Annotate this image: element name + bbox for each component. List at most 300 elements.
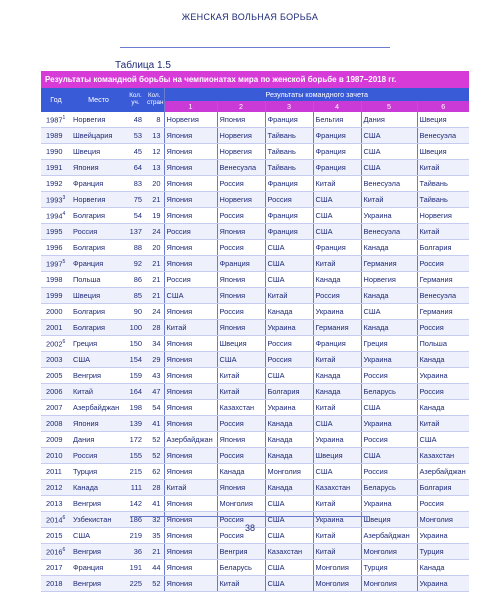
year-value: 1990 <box>46 146 63 156</box>
table-row <box>41 400 469 416</box>
cell-place: Болгария <box>71 240 126 256</box>
cell-rank-2: Япония <box>217 320 265 336</box>
cell-countries: 52 <box>145 432 164 448</box>
year-value: 2002 <box>46 339 63 349</box>
cell-participants: 111 <box>126 480 145 496</box>
cell-year <box>41 352 71 368</box>
cell-rank-6: Россия <box>417 496 469 512</box>
cell-rank-2: Япония <box>217 480 265 496</box>
cell-rank-5: Германия <box>361 256 417 272</box>
cell-countries: 24 <box>145 224 164 240</box>
cell-place: Япония <box>71 416 126 432</box>
cell-rank-4: Китай <box>313 256 361 272</box>
cell-place: Греция <box>71 336 126 352</box>
cell-place: Китай <box>71 384 126 400</box>
cell-rank-3: Украина <box>265 400 313 416</box>
cell-place: Болгария <box>71 320 126 336</box>
cell-rank-2: Япония <box>217 112 265 128</box>
cell-rank-4: Канада <box>313 272 361 288</box>
cell-year <box>41 192 71 208</box>
cell-year <box>41 144 71 160</box>
year-value: 2009 <box>46 434 63 444</box>
table-row <box>41 560 469 576</box>
cell-countries: 21 <box>145 192 164 208</box>
cell-year <box>41 256 71 272</box>
cell-rank-5: Канада <box>361 320 417 336</box>
cell-rank-6: Россия <box>417 256 469 272</box>
cell-countries: 41 <box>145 416 164 432</box>
cell-rank-5: Беларусь <box>361 384 417 400</box>
cell-year <box>41 112 71 128</box>
cell-year <box>41 432 71 448</box>
table-row <box>41 320 469 336</box>
cell-rank-1: Китай <box>164 320 217 336</box>
cell-rank-6: Украина <box>417 576 469 592</box>
cell-rank-4: Франция <box>313 240 361 256</box>
cell-place: Швеция <box>71 144 126 160</box>
cell-place: Россия <box>71 448 126 464</box>
cell-countries: 35 <box>145 528 164 544</box>
cell-rank-3: Канада <box>265 416 313 432</box>
cell-rank-3: Тайвань <box>265 144 313 160</box>
cell-countries: 28 <box>145 320 164 336</box>
cell-rank-5: Украина <box>361 416 417 432</box>
cell-rank-2: Венесуэла <box>217 160 265 176</box>
results-table <box>41 71 469 592</box>
footnote-marker: 5 <box>62 258 66 265</box>
cell-countries: 41 <box>145 496 164 512</box>
cell-countries: 62 <box>145 464 164 480</box>
cell-place: США <box>71 352 126 368</box>
table-row <box>41 576 469 592</box>
cell-rank-3: Канада <box>265 432 313 448</box>
cell-place: Болгария <box>71 304 126 320</box>
footnote-marker: 6 <box>62 514 66 521</box>
cell-year <box>41 448 71 464</box>
cell-place: Венгрия <box>71 576 126 592</box>
cell-rank-3: США <box>265 512 313 528</box>
cell-participants: 159 <box>126 368 145 384</box>
cell-year <box>41 560 71 576</box>
cell-year <box>41 368 71 384</box>
cell-rank-4: Китай <box>313 528 361 544</box>
cell-participants: 75 <box>126 192 145 208</box>
footnote-marker: 3 <box>62 194 66 201</box>
cell-rank-4: США <box>313 416 361 432</box>
cell-participants: 154 <box>126 352 145 368</box>
table-row <box>41 144 469 160</box>
cell-countries: 21 <box>145 544 164 560</box>
cell-countries: 13 <box>145 160 164 176</box>
header-rank-2: 2 <box>217 101 265 112</box>
cell-rank-2: Россия <box>217 416 265 432</box>
cell-rank-3: США <box>265 368 313 384</box>
cell-rank-6: Венесуэла <box>417 128 469 144</box>
cell-rank-1: Япония <box>164 144 217 160</box>
cell-rank-6: Норвегия <box>417 208 469 224</box>
cell-rank-1: Япония <box>164 240 217 256</box>
cell-rank-4: Монголия <box>313 576 361 592</box>
cell-year <box>41 208 71 224</box>
cell-rank-2: США <box>217 352 265 368</box>
year-value: 2011 <box>46 466 62 476</box>
cell-place: Болгария <box>71 208 126 224</box>
cell-rank-2: Норвегия <box>217 144 265 160</box>
cell-rank-5: Украина <box>361 208 417 224</box>
cell-countries: 19 <box>145 208 164 224</box>
cell-rank-6: Азербайджан <box>417 464 469 480</box>
cell-year <box>41 288 71 304</box>
cell-rank-5: Греция <box>361 336 417 352</box>
cell-place: Швеция <box>71 288 126 304</box>
cell-participants: 83 <box>126 176 145 192</box>
cell-year <box>41 416 71 432</box>
cell-rank-4: США <box>313 464 361 480</box>
cell-year <box>41 224 71 240</box>
header-participants <box>126 88 145 112</box>
cell-rank-4: Франция <box>313 160 361 176</box>
table-row <box>41 304 469 320</box>
cell-rank-6: Казахстан <box>417 448 469 464</box>
cell-place: Япония <box>71 160 126 176</box>
cell-rank-6: Польша <box>417 336 469 352</box>
cell-rank-3: США <box>265 560 313 576</box>
cell-rank-2: Япония <box>217 224 265 240</box>
year-value: 1996 <box>46 242 63 252</box>
year-value: 1991 <box>46 162 63 172</box>
cell-rank-5: Украина <box>361 352 417 368</box>
cell-rank-5: Беларусь <box>361 480 417 496</box>
header-results: Результаты командного зачета <box>164 88 469 101</box>
cell-rank-1: Китай <box>164 480 217 496</box>
cell-year <box>41 464 71 480</box>
table-row <box>41 448 469 464</box>
cell-rank-2: Норвегия <box>217 192 265 208</box>
cell-rank-3: Франция <box>265 176 313 192</box>
cell-rank-6: Швеция <box>417 112 469 128</box>
year-value: 2006 <box>46 386 63 396</box>
cell-rank-3: Тайвань <box>265 160 313 176</box>
cell-rank-6: Канада <box>417 352 469 368</box>
cell-rank-5: США <box>361 400 417 416</box>
cell-year <box>41 576 71 592</box>
cell-rank-4: США <box>313 224 361 240</box>
cell-rank-6: Швеция <box>417 144 469 160</box>
cell-rank-4: Швеция <box>313 448 361 464</box>
cell-rank-5: Россия <box>361 432 417 448</box>
cell-countries: 20 <box>145 176 164 192</box>
cell-countries: 8 <box>145 112 164 128</box>
cell-rank-2: Россия <box>217 208 265 224</box>
cell-place: Венгрия <box>71 544 126 560</box>
table-row <box>41 224 469 240</box>
cell-rank-5: Россия <box>361 464 417 480</box>
footnote-marker: 6 <box>62 546 66 553</box>
footnote-marker: 6 <box>62 338 66 345</box>
cell-rank-5: Россия <box>361 368 417 384</box>
cell-participants: 219 <box>126 528 145 544</box>
cell-rank-4: Украина <box>313 304 361 320</box>
cell-countries: 52 <box>145 448 164 464</box>
cell-participants: 142 <box>126 496 145 512</box>
cell-rank-5: Канада <box>361 288 417 304</box>
cell-rank-1: Япония <box>164 560 217 576</box>
cell-year <box>41 320 71 336</box>
cell-year <box>41 496 71 512</box>
cell-rank-2: Канада <box>217 464 265 480</box>
cell-rank-1: Япония <box>164 496 217 512</box>
year-value: 2016 <box>46 547 63 557</box>
cell-rank-6: Германия <box>417 304 469 320</box>
cell-rank-3: Франция <box>265 112 313 128</box>
footnote-marker: 4 <box>62 210 66 217</box>
cell-rank-1: Япония <box>164 544 217 560</box>
cell-rank-2: Франция <box>217 256 265 272</box>
cell-rank-6: Украина <box>417 368 469 384</box>
cell-rank-3: США <box>265 272 313 288</box>
cell-rank-4: Германия <box>313 320 361 336</box>
header-rule <box>120 47 390 48</box>
cell-participants: 88 <box>126 240 145 256</box>
year-value: 1995 <box>46 226 63 236</box>
cell-rank-5: Азербайджан <box>361 528 417 544</box>
header-rank-4: 4 <box>313 101 361 112</box>
year-value: 2007 <box>46 402 63 412</box>
cell-rank-1: Россия <box>164 224 217 240</box>
year-value: 1999 <box>46 290 63 300</box>
header-participants-line1: Кол. <box>129 92 142 100</box>
cell-rank-6: Болгария <box>417 480 469 496</box>
cell-participants: 225 <box>126 576 145 592</box>
year-value: 1997 <box>46 259 63 269</box>
cell-rank-4: Украина <box>313 432 361 448</box>
header-rank-6: 6 <box>417 101 469 112</box>
header-rank-3: 3 <box>265 101 313 112</box>
cell-place: Венгрия <box>71 496 126 512</box>
cell-place: Швейцария <box>71 128 126 144</box>
footer-rule <box>130 516 370 517</box>
cell-rank-5: Норвегия <box>361 272 417 288</box>
table-row <box>41 128 469 144</box>
cell-rank-3: Канада <box>265 304 313 320</box>
cell-rank-2: Китай <box>217 368 265 384</box>
cell-rank-1: Азербайджан <box>164 432 217 448</box>
cell-rank-4: Монголия <box>313 560 361 576</box>
cell-countries: 47 <box>145 384 164 400</box>
cell-countries: 29 <box>145 352 164 368</box>
year-value: 1992 <box>46 178 63 188</box>
header-year: Год <box>41 88 71 112</box>
cell-countries: 34 <box>145 336 164 352</box>
year-value: 1989 <box>46 130 63 140</box>
header-place: Место <box>71 88 126 112</box>
cell-countries: 20 <box>145 240 164 256</box>
cell-rank-3: США <box>265 240 313 256</box>
cell-rank-1: Япония <box>164 208 217 224</box>
cell-rank-3: США <box>265 528 313 544</box>
cell-place: США <box>71 528 126 544</box>
cell-countries: 52 <box>145 576 164 592</box>
cell-rank-3: Тайвань <box>265 128 313 144</box>
year-value: 2000 <box>46 306 63 316</box>
cell-rank-3: Канада <box>265 448 313 464</box>
cell-rank-1: Япония <box>164 160 217 176</box>
table-row <box>41 480 469 496</box>
year-value: 2017 <box>46 562 63 572</box>
cell-rank-3: Франция <box>265 208 313 224</box>
cell-participants: 92 <box>126 256 145 272</box>
year-value: 2012 <box>46 482 63 492</box>
header-countries-line1: Кол. <box>148 92 161 100</box>
cell-countries: 44 <box>145 560 164 576</box>
cell-rank-5: Венесуэла <box>361 224 417 240</box>
cell-rank-4: Канада <box>313 368 361 384</box>
cell-rank-2: Япония <box>217 288 265 304</box>
cell-participants: 215 <box>126 464 145 480</box>
cell-participants: 198 <box>126 400 145 416</box>
cell-participants: 48 <box>126 112 145 128</box>
cell-participants: 150 <box>126 336 145 352</box>
table-row <box>41 272 469 288</box>
table-row <box>41 496 469 512</box>
cell-rank-1: США <box>164 288 217 304</box>
cell-rank-3: США <box>265 496 313 512</box>
cell-rank-4: Китай <box>313 544 361 560</box>
cell-countries: 28 <box>145 480 164 496</box>
cell-rank-4: Франция <box>313 128 361 144</box>
cell-rank-1: Япония <box>164 416 217 432</box>
cell-rank-2: Япония <box>217 432 265 448</box>
cell-rank-2: Россия <box>217 448 265 464</box>
table-row <box>41 464 469 480</box>
cell-rank-1: Япония <box>164 528 217 544</box>
cell-rank-4: Канада <box>313 384 361 400</box>
cell-participants: 36 <box>126 544 145 560</box>
cell-year <box>41 384 71 400</box>
cell-rank-4: Китай <box>313 352 361 368</box>
cell-place: Норвегия <box>71 112 126 128</box>
cell-participants: 64 <box>126 160 145 176</box>
cell-rank-3: Украина <box>265 320 313 336</box>
cell-participants: 86 <box>126 272 145 288</box>
cell-year <box>41 176 71 192</box>
table-title: Результаты командной борьбы на чемпионатах мира по женской борьбе в 1987–2018 гг. <box>41 71 469 88</box>
cell-rank-6: Китай <box>417 416 469 432</box>
table-row <box>41 192 469 208</box>
table-row <box>41 208 469 224</box>
cell-rank-3: США <box>265 576 313 592</box>
cell-place: Турция <box>71 464 126 480</box>
cell-participants: 172 <box>126 432 145 448</box>
year-value: 2014 <box>46 515 63 525</box>
cell-rank-6: Тайвань <box>417 176 469 192</box>
cell-rank-3: США <box>265 256 313 272</box>
cell-rank-1: Япония <box>164 256 217 272</box>
cell-rank-4: Китай <box>313 176 361 192</box>
cell-rank-4: Китай <box>313 400 361 416</box>
cell-rank-2: Россия <box>217 240 265 256</box>
cell-rank-1: Япония <box>164 128 217 144</box>
cell-rank-2: Россия <box>217 512 265 528</box>
cell-place: Франция <box>71 256 126 272</box>
cell-place: Узбекистан <box>71 512 126 528</box>
cell-rank-5: Монголия <box>361 576 417 592</box>
cell-place: Венгрия <box>71 368 126 384</box>
cell-rank-6: США <box>417 432 469 448</box>
cell-participants: 85 <box>126 288 145 304</box>
cell-countries: 24 <box>145 304 164 320</box>
cell-countries: 13 <box>145 128 164 144</box>
cell-rank-5: США <box>361 160 417 176</box>
cell-rank-3: Монголия <box>265 464 313 480</box>
cell-year <box>41 400 71 416</box>
cell-rank-2: Венгрия <box>217 544 265 560</box>
cell-rank-1: Япония <box>164 304 217 320</box>
cell-rank-6: Россия <box>417 384 469 400</box>
header-countries <box>145 88 164 112</box>
table-row <box>41 288 469 304</box>
table-row <box>41 352 469 368</box>
cell-countries: 21 <box>145 272 164 288</box>
cell-participants: 191 <box>126 560 145 576</box>
cell-rank-2: Швеция <box>217 336 265 352</box>
cell-rank-6: Украина <box>417 528 469 544</box>
page-number: 38 <box>244 523 255 533</box>
cell-place: Азербайджан <box>71 400 126 416</box>
cell-rank-6: Монголия <box>417 512 469 528</box>
cell-place: Польша <box>71 272 126 288</box>
cell-rank-1: Япония <box>164 176 217 192</box>
cell-rank-2: Казахстан <box>217 400 265 416</box>
cell-countries: 12 <box>145 144 164 160</box>
year-value: 2010 <box>46 450 63 460</box>
cell-rank-3: Китай <box>265 288 313 304</box>
cell-rank-1: Япония <box>164 576 217 592</box>
cell-year <box>41 336 71 352</box>
cell-countries: 32 <box>145 512 164 528</box>
cell-rank-1: Япония <box>164 384 217 400</box>
cell-rank-2: Беларусь <box>217 560 265 576</box>
year-value: 1994 <box>46 211 63 221</box>
cell-countries: 54 <box>145 400 164 416</box>
cell-rank-5: Венесуэла <box>361 176 417 192</box>
table-body <box>41 112 469 592</box>
cell-participants: 155 <box>126 448 145 464</box>
table-row <box>41 432 469 448</box>
cell-place: Дания <box>71 432 126 448</box>
running-head: ЖЕНСКАЯ ВОЛЬНАЯ БОРЬБА <box>181 12 319 22</box>
header-participants-line2: уч. <box>131 99 140 106</box>
cell-year <box>41 128 71 144</box>
cell-rank-5: США <box>361 128 417 144</box>
table-row <box>41 256 469 272</box>
header-rank-1: 1 <box>164 101 217 112</box>
cell-rank-5: США <box>361 144 417 160</box>
cell-rank-4: США <box>313 208 361 224</box>
year-value: 2013 <box>46 498 63 508</box>
cell-participants: 164 <box>126 384 145 400</box>
cell-rank-2: Россия <box>217 304 265 320</box>
cell-rank-4: Франция <box>313 336 361 352</box>
cell-rank-2: Китай <box>217 384 265 400</box>
table-row <box>41 416 469 432</box>
cell-participants: 100 <box>126 320 145 336</box>
cell-rank-3: Канада <box>265 480 313 496</box>
cell-year <box>41 272 71 288</box>
year-value: 2005 <box>46 370 63 380</box>
table-row <box>41 336 469 352</box>
cell-rank-3: Франция <box>265 224 313 240</box>
